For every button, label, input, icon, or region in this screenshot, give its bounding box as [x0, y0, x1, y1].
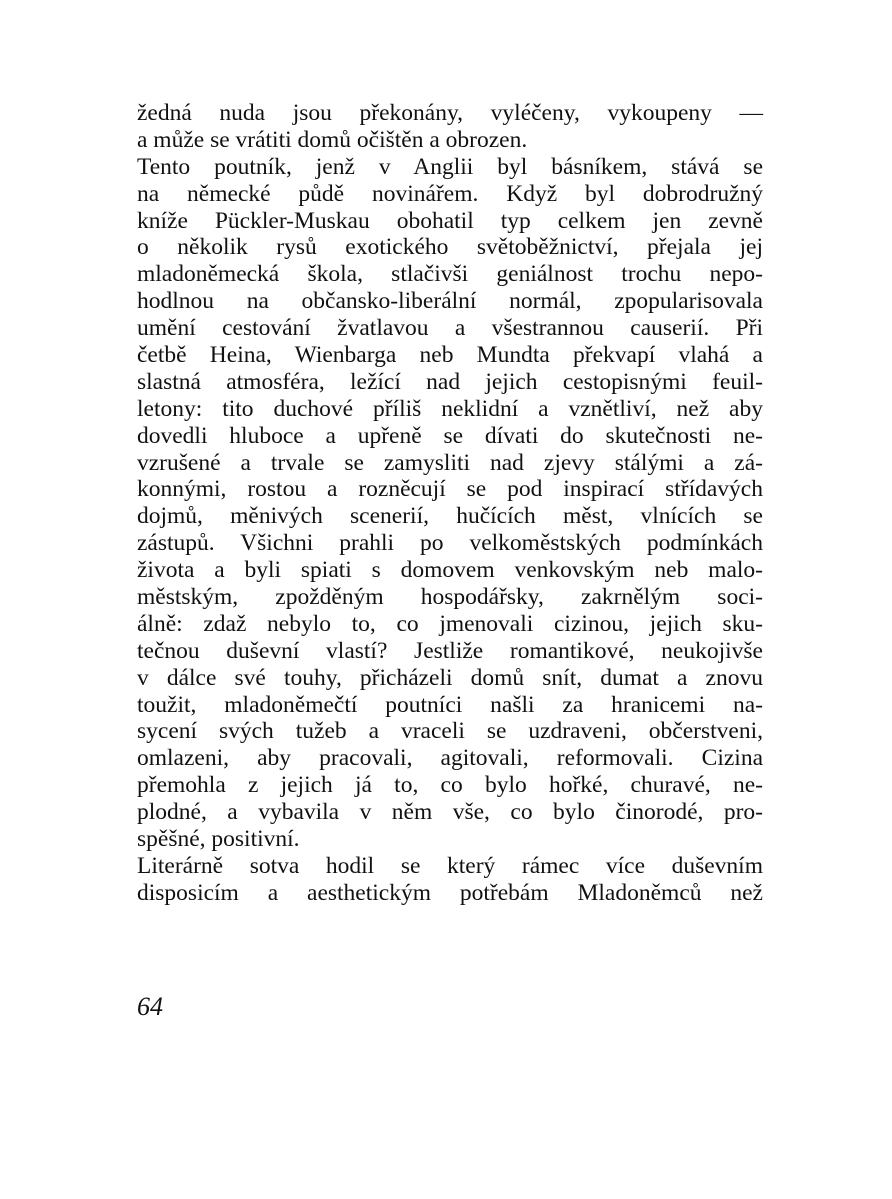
text-line: zástupů. Všichni prahli po velkoměstských podmínkách [137, 530, 763, 557]
page-body-text [137, 100, 763, 907]
text-line: plodné, a vybavila v něm vše, co bylo činorodé, pro- [137, 799, 763, 826]
text-line: žedná nuda jsou překonány, vyléčeny, vykoupeny — [137, 100, 763, 126]
text-line: umění cestování žvatlavou a všestrannou causerií. Při [137, 315, 763, 342]
text-line: dovedli hluboce a upřeně se dívati do skutečnosti ne- [137, 422, 763, 449]
text-line: Tento poutník, jenž v Anglii byl básníkem, stává se [137, 153, 763, 180]
text-line: sycení svých tužeb a vraceli se uzdraveni, občerstveni, [137, 718, 763, 745]
text-line: dojmů, měnivých scenerií, hučících měst, vlnících se [137, 503, 763, 530]
text-line: konnými, rostou a rozněcují se pod inspirací střídavých [137, 476, 763, 503]
text-line: letony: tito duchové příliš neklidní a vznětliví, než aby [137, 395, 763, 422]
text-line: v dálce své touhy, přicházeli domů snít, dumat a znovu [137, 664, 763, 691]
text-line: disposicím a aesthetickým potřebám Mladoněmců než [137, 879, 763, 906]
text-line: kníže Pückler-Muskau obohatil typ celkem jen zevně [137, 207, 763, 234]
text-line: spěšné, positivní. [137, 826, 300, 853]
text-line: tečnou duševní vlastí? Jestliže romantikové, neukojivše [137, 637, 763, 664]
text-line: omlazeni, aby pracovali, agitovali, reformovali. Cizina [137, 745, 763, 772]
text-line: městským, zpožděným hospodářsky, zakrnělým soci- [137, 584, 763, 611]
text-line: přemohla z jejich já to, co bylo hořké, churavé, ne- [137, 772, 763, 799]
text-line: života a byli spiati s domovem venkovským neb malo- [137, 557, 763, 584]
text-line: mladoněmecká škola, stlačivši geniálnost trochu nepo- [137, 261, 763, 288]
text-line: vzrušené a trvale se zamysliti nad zjevy stálými a zá- [137, 449, 763, 476]
text-line: hodlnou na občansko-liberální normál, zpopularisovala [137, 288, 763, 315]
text-line: álně: zdaž nebylo to, co jmenovali cizinou, jejich sku- [137, 610, 763, 637]
text-line: na německé půdě novinářem. Když byl dobrodružný [137, 180, 763, 207]
text-line: četbě Heina, Wienbarga neb Mundta překvapí vlahá a [137, 342, 763, 369]
page-number: 64 [137, 992, 163, 1021]
text-line: Literárně sotva hodil se který rámec více duševním [137, 852, 763, 879]
text-line: slastná atmosféra, ležící nad jejich cestopisnými feuil- [137, 368, 763, 395]
text-line: o několik rysů exotického světoběžnictví, přejala jej [137, 234, 763, 261]
text-line: toužit, mladoněmečtí poutníci našli za hranicemi na- [137, 691, 763, 718]
text-line: a může se vrátiti domů očištěn a obrozen. [137, 126, 528, 153]
